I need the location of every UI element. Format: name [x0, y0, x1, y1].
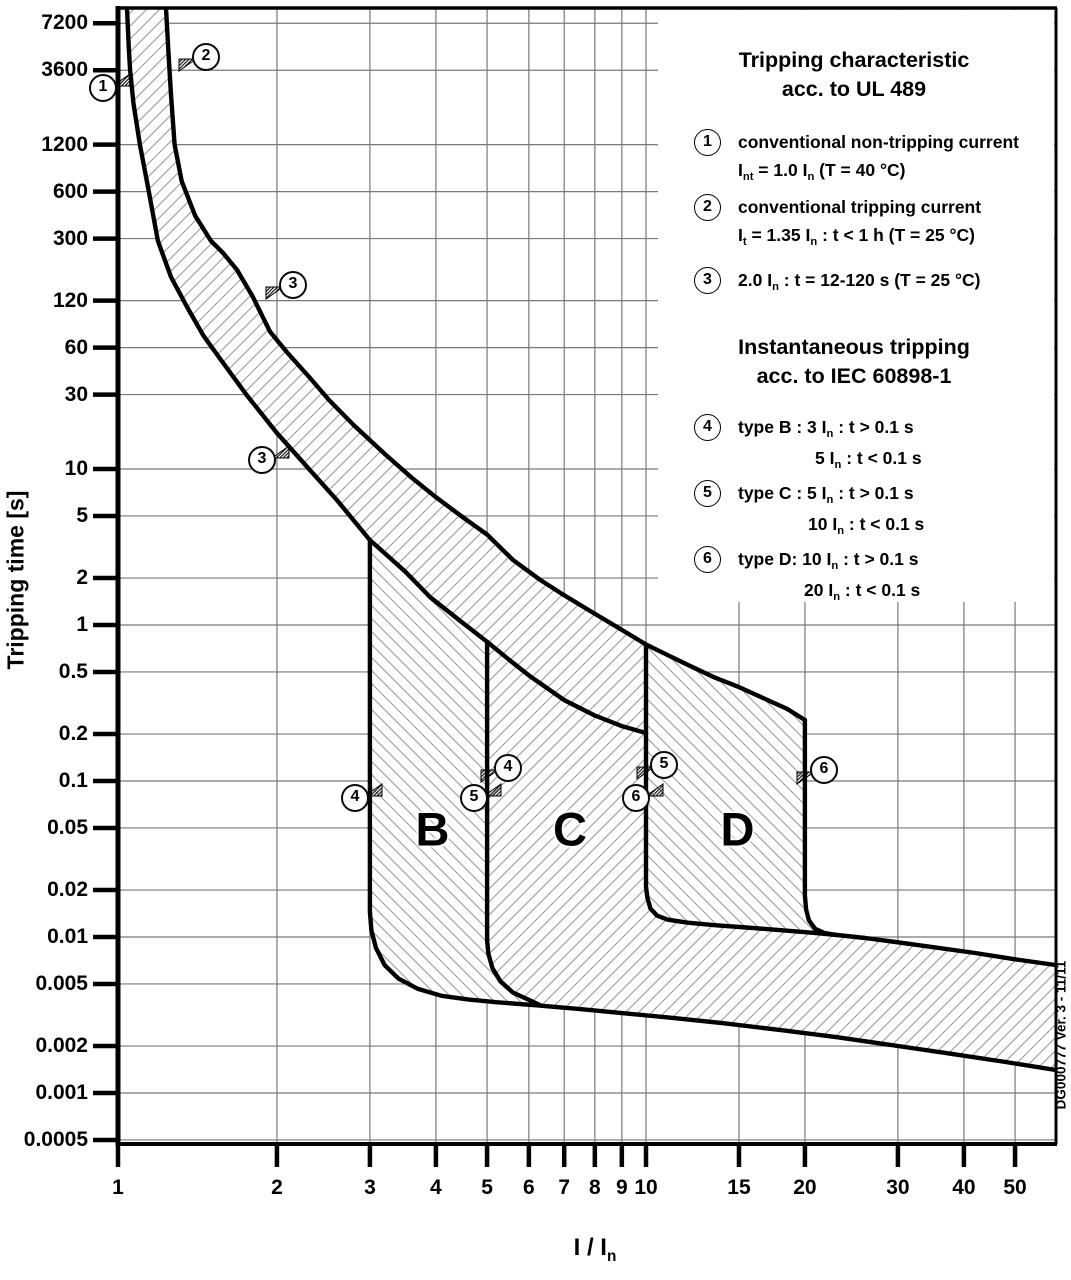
text-segment: : t = 12-120 s (T = 25 °C) — [778, 270, 981, 290]
callout-number-badge: 1 — [694, 129, 721, 156]
x-tick-label: 1 — [112, 1176, 124, 1199]
x-tick-label: 50 — [1003, 1176, 1027, 1199]
text-segment: : t < 0.1 s — [844, 514, 925, 534]
x-tick-label: 10 — [634, 1176, 658, 1199]
legend-item-6 — [652, 545, 1056, 607]
legend-title-line2: acc. to UL 489 — [781, 77, 927, 101]
text-segment: I — [802, 160, 808, 180]
y-tick-label: 0.5 — [58, 659, 88, 683]
legend-item-text — [738, 266, 980, 297]
legend-item-line — [738, 221, 981, 252]
subscript: n — [826, 428, 834, 441]
legend-item-text — [738, 545, 920, 607]
callout-circle-6: 6 — [810, 756, 838, 784]
callout-circle-2: 2 — [192, 43, 220, 71]
y-tick-label: 0.05 — [47, 815, 88, 839]
legend-item-line — [738, 193, 981, 221]
y-tick-label: 10 — [64, 457, 88, 480]
callout-circle-4: 4 — [341, 784, 369, 812]
x-tick-label: 5 — [481, 1176, 493, 1199]
legend-item-line — [738, 545, 920, 576]
subscript: n — [772, 281, 779, 294]
x-axis-title — [573, 1234, 617, 1265]
subscript: n — [810, 236, 818, 249]
text-segment: : t > 0.1 s — [833, 483, 914, 503]
text-segment: I — [826, 549, 832, 569]
region-letter-d: D — [720, 802, 755, 856]
text-segment: I — [832, 514, 838, 534]
y-tick-label: 120 — [52, 288, 88, 312]
text-segment: I — [828, 580, 834, 600]
y-tick-label: 600 — [52, 179, 88, 203]
callout-number-badge: 6 — [694, 546, 721, 573]
legend-item-line — [738, 576, 920, 607]
y-axis-title: Tripping time [s] — [2, 490, 29, 670]
legend-subtitle-line2: acc. to IEC 60898-1 — [756, 364, 952, 388]
callout-number-badge: 5 — [694, 480, 721, 507]
subscript: n — [831, 560, 839, 573]
x-axis-title-main: I / I — [573, 1234, 607, 1261]
y-tick-label: 0.1 — [58, 769, 88, 792]
y-tick-label: 0.2 — [58, 722, 88, 746]
y-tick-label: 1 — [76, 613, 88, 636]
legend-item-5 — [652, 479, 1056, 541]
y-tick-label: 0.002 — [35, 1034, 88, 1058]
region-letter-c: C — [553, 802, 588, 856]
text-segment: I — [829, 448, 835, 468]
callout-circle-3: 3 — [279, 271, 307, 299]
text-segment: type B : 3 — [738, 417, 822, 437]
x-tick-label: 20 — [793, 1176, 817, 1199]
x-tick-label: 4 — [430, 1176, 442, 1199]
y-tick-label: 2 — [76, 566, 88, 590]
subscript: n — [826, 494, 834, 507]
legend-subtitle-line1: Instantaneous tripping — [738, 335, 970, 359]
text-segment: I — [738, 160, 743, 180]
text-segment: : t < 0.1 s — [841, 448, 922, 468]
legend-item-1 — [652, 128, 1056, 187]
legend-title — [652, 46, 1056, 104]
x-tick-label: 40 — [952, 1176, 976, 1199]
x-tick-label: 8 — [588, 1176, 601, 1199]
text-segment: 20 — [804, 580, 829, 600]
y-tick-label: 3600 — [41, 58, 88, 82]
text-segment: 2.0 — [738, 270, 768, 290]
text-segment: = 1.35 — [746, 225, 806, 245]
x-tick-label: 6 — [523, 1176, 535, 1199]
legend-item-text — [738, 193, 981, 252]
y-tick-label: 30 — [64, 382, 88, 406]
subscript: n — [837, 525, 845, 538]
y-tick-label: 60 — [64, 335, 88, 359]
legend-item-2 — [652, 193, 1056, 252]
legend-item-line — [738, 510, 924, 541]
y-tick-label: 0.0005 — [23, 1127, 88, 1151]
callout-number-badge: 2 — [694, 194, 721, 221]
text-segment: I — [805, 225, 811, 245]
y-tick-label: 0.01 — [47, 925, 88, 948]
legend-item-line — [738, 444, 922, 475]
text-segment: (T = 40 °C) — [814, 160, 906, 180]
text-segment: 5 — [815, 448, 830, 468]
y-tick-label: 7200 — [41, 11, 88, 35]
text-segment: : t < 0.1 s — [840, 580, 921, 600]
text-segment: type C : 5 — [738, 483, 822, 503]
text-segment: conventional non-tripping current — [738, 132, 1019, 152]
callout-circle-5: 5 — [460, 784, 488, 812]
text-segment: : t > 0.1 s — [833, 417, 914, 437]
document-number: DG000777 Ver. 3 - 11/11 — [1053, 960, 1069, 1110]
y-tick-label: 5 — [76, 503, 88, 527]
legend-title-line1: Tripping characteristic — [738, 48, 970, 72]
legend-iec-items — [652, 413, 1056, 607]
legend-item-4 — [652, 413, 1056, 475]
callout-circle-5: 5 — [650, 751, 678, 779]
legend-subtitle — [652, 333, 1056, 391]
y-tick-label: 300 — [52, 226, 88, 250]
text-segment: 10 — [808, 514, 833, 534]
subscript: t — [742, 236, 747, 249]
callout-circle-3: 3 — [248, 446, 276, 474]
legend-item-line — [738, 266, 980, 297]
y-tick-label: 0.005 — [35, 971, 88, 995]
text-segment: I — [821, 417, 827, 437]
legend-item-line — [738, 413, 922, 444]
y-tick-label: 1200 — [41, 132, 88, 156]
x-axis-title-sub: n — [606, 1247, 617, 1265]
x-tick-label: 30 — [886, 1176, 910, 1199]
y-tick-label: 0.001 — [35, 1081, 88, 1104]
callout-number-badge: 3 — [694, 267, 721, 294]
legend-item-3 — [652, 266, 1056, 297]
y-tick-label: 0.02 — [47, 878, 88, 902]
x-tick-label: 3 — [364, 1176, 376, 1199]
text-segment: : t < 1 h (T = 25 °C) — [817, 225, 975, 245]
x-tick-label: 7 — [558, 1176, 571, 1199]
text-segment: I — [767, 270, 773, 290]
text-segment: I — [821, 483, 827, 503]
legend-ul489-items — [652, 128, 1056, 297]
legend-item-line — [738, 128, 1019, 156]
legend-item-line — [738, 156, 1019, 187]
subscript: n — [834, 459, 842, 472]
callout-circle-4: 4 — [494, 754, 522, 782]
x-tick-label: 15 — [727, 1176, 751, 1199]
subscript: nt — [742, 171, 754, 184]
subscript: n — [807, 171, 815, 184]
text-segment: I — [738, 225, 743, 245]
text-segment: conventional tripping current — [738, 197, 982, 217]
x-tick-label: 9 — [615, 1176, 628, 1199]
subscript: n — [833, 591, 841, 604]
x-tick-label: 2 — [271, 1176, 283, 1199]
legend-item-text — [738, 128, 1019, 187]
callout-number-badge: 4 — [694, 414, 721, 441]
legend-item-text — [738, 479, 924, 541]
text-segment: type D: 10 — [738, 549, 827, 569]
callout-circle-6: 6 — [622, 784, 650, 812]
text-segment: : t > 0.1 s — [838, 549, 919, 569]
text-segment: = 1.0 — [753, 160, 803, 180]
callout-circle-1: 1 — [89, 74, 117, 102]
legend-item-text — [738, 413, 922, 475]
legend — [652, 46, 1056, 611]
legend-item-line — [738, 479, 924, 510]
region-letter-b: B — [415, 802, 450, 856]
